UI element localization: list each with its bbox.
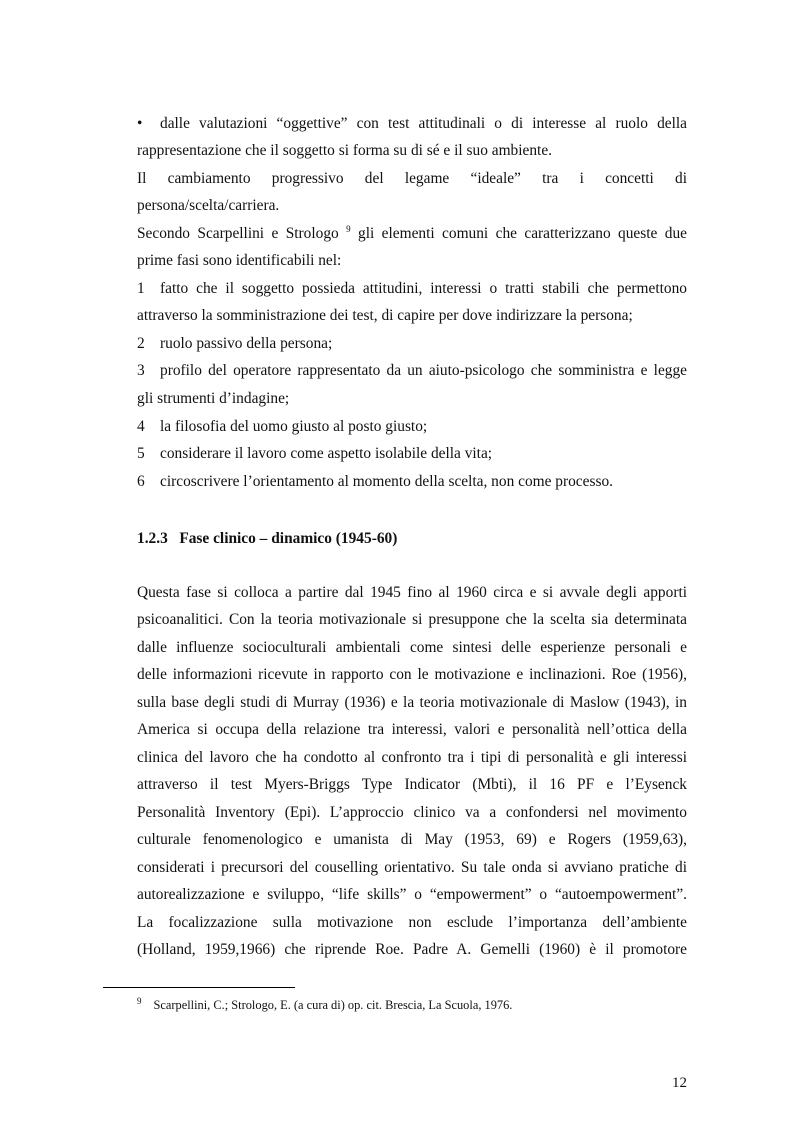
paragraph-line: dalle influenze socioculturali ambientali come sintesi delle esperienze personali e: [137, 639, 687, 656]
text-line: prime fasi sono identificabili nel:: [137, 252, 342, 269]
numbered-item: [137, 444, 687, 464]
item-number: 2: [137, 335, 145, 352]
paragraph-line: autorealizzazione e sviluppo, “life skills” o “empowerment” o “autoempowerment”.: [137, 886, 687, 903]
item-number: 1: [137, 280, 145, 297]
paragraph-line: clinica del lavoro che ha condotto al confronto tra i tipi di personalità e gli interessi: [137, 749, 687, 766]
numbered-item: [137, 279, 687, 299]
item-text: la filosofia del uomo giusto al posto giusto;: [160, 418, 428, 435]
text-segment: Secondo Scarpellini e Strologo: [137, 225, 339, 242]
footnote-mark: 9: [137, 996, 142, 1006]
paragraph-line: (Holland, 1959,1966) che riprende Roe. Padre A. Gemelli (1960) è il promotore: [137, 941, 687, 958]
paragraph-line: psicoanalitici. Con la teoria motivazionale si presuppone che la scelta sia determinata: [137, 611, 687, 628]
paragraph-line: Personalità Inventory (Epi). L’approccio clinico va a confondersi nel movimento: [137, 804, 687, 821]
text-line: dalle valutazioni “oggettive” con test attitudinali o di interesse al ruolo della: [160, 115, 687, 132]
bullet-line: [137, 114, 687, 134]
item-number: 4: [137, 418, 145, 435]
text-line-with-footnote-ref: [137, 224, 687, 244]
item-number: 5: [137, 445, 145, 462]
bullet-mark: •: [137, 115, 143, 132]
numbered-item: [137, 334, 687, 354]
item-text: ruolo passivo della persona;: [160, 335, 333, 352]
footnote-separator: [103, 987, 295, 988]
text-line: attraverso la somministrazione dei test, di capire per dove indirizzare la persona;: [137, 307, 633, 324]
footnote-reference: 9: [346, 224, 351, 234]
numbered-item: [137, 361, 687, 381]
paragraph-line: considerati i precursori del couselling orientativo. Su tale onda si avviano pratiche di: [137, 859, 687, 876]
paragraph-line: culturale fenomenologico e umanista di May (1953, 69) e Rogers (1959,63),: [137, 831, 687, 848]
paragraph-line: America si occupa della relazione tra interessi, valori e personalità nell’ottica della: [137, 721, 687, 738]
page-number: 12: [672, 1075, 687, 1091]
text-line: persona/scelta/carriera.: [137, 197, 280, 214]
text-segment: gli elementi comuni che caratterizzano queste due: [350, 225, 687, 242]
section-number: 1.2.3: [137, 530, 168, 547]
paragraph-line: attraverso il test Myers-Briggs Type Indicator (Mbti), il 16 PF e l’Eysenck: [137, 776, 687, 793]
section-heading: [137, 529, 687, 549]
text-line: rappresentazione che il soggetto si forma su di sé e il suo ambiente.: [137, 142, 552, 159]
paragraph-line: Questa fase si colloca a partire dal 1945 fino al 1960 circa e si avvale degli apporti: [137, 584, 687, 601]
text-line: Il cambiamento progressivo del legame “ideale” tra i concetti di: [137, 170, 687, 187]
numbered-item: [137, 417, 687, 437]
item-text: fatto che il soggetto possieda attitudini, interessi o tratti stabili che permettono: [160, 280, 687, 297]
item-text: considerare il lavoro come aspetto isolabile della vita;: [160, 445, 493, 462]
footnote-text: Scarpellini, C.; Strologo, E. (a cura di) op. cit. Brescia, La Scuola, 1976.: [153, 998, 513, 1013]
item-text: circoscrivere l’orientamento al momento della scelta, non come processo.: [160, 473, 613, 490]
numbered-item: [137, 472, 687, 492]
item-number: 3: [137, 362, 145, 379]
paragraph-line: delle informazioni ricevute in rapporto con le motivazione e inclinazioni. Roe (1956),: [137, 666, 687, 683]
footnote: [137, 993, 512, 1013]
text-line: gli strumenti d’indagine;: [137, 390, 290, 407]
paragraph-line: La focalizzazione sulla motivazione non esclude l’importanza dell’ambiente: [137, 914, 687, 931]
section-title: Fase clinico – dinamico (1945-60): [179, 530, 398, 547]
item-number: 6: [137, 473, 145, 490]
item-text: profilo del operatore rappresentato da un aiuto-psicologo che somministra e legge: [160, 362, 687, 379]
paragraph-line: sulla base degli studi di Murray (1936) e la teoria motivazionale di Maslow (1943), in: [137, 694, 687, 711]
